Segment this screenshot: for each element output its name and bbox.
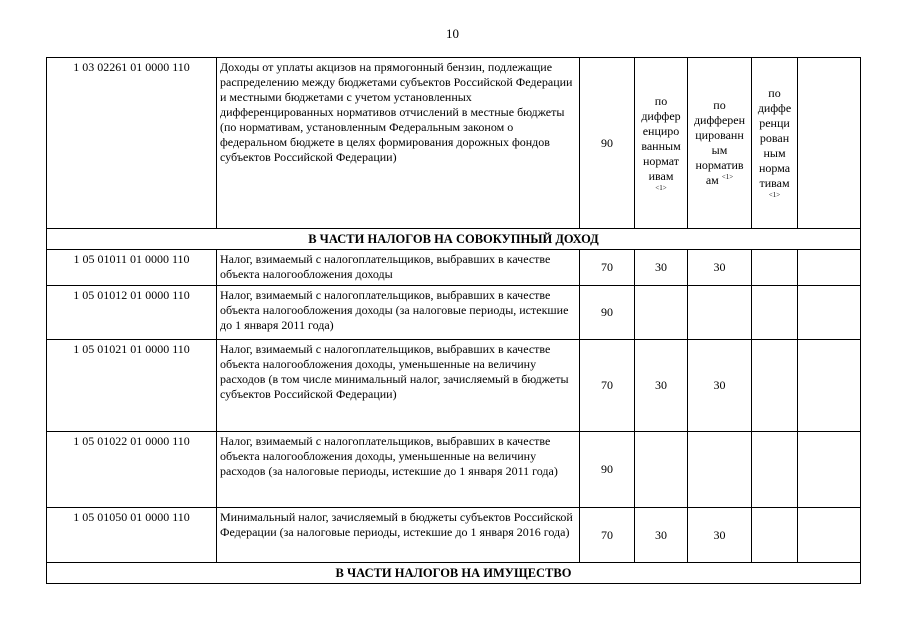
- share-cell: [752, 286, 798, 340]
- description-cell: Налог, взимаемый с налогоплательщиков, выбравших в качестве объекта налогообложения доходы, уменьшенные на величину расходов (в том числе минимальный налог, зачисляемый в бюджеты субъектов Российской Федерации): [217, 340, 580, 432]
- budget-code-cell: 1 05 01012 01 0000 110: [47, 286, 217, 340]
- regional-share-cell: 30: [635, 508, 688, 563]
- budget-code-cell: 1 05 01050 01 0000 110: [47, 508, 217, 563]
- footnote-ref: <1>: [768, 191, 781, 199]
- local-share-cell: 30: [688, 340, 752, 432]
- regional-share-cell: [635, 432, 688, 508]
- description-cell: Минимальный налог, зачисляемый в бюджеты субъектов Российской Федерации (за налоговые периоды, истекшие до 1 января 2016 года): [217, 508, 580, 563]
- table-row: [47, 508, 861, 563]
- local-share-cell: 30: [688, 508, 752, 563]
- description-cell: Налог, взимаемый с налогоплательщиков, выбравших в качестве объекта налогообложения доходы: [217, 250, 580, 286]
- footnote-ref: <1>: [721, 173, 734, 181]
- regional-share-cell: 30: [635, 250, 688, 286]
- share-cell: [752, 250, 798, 286]
- section-header-row: [47, 563, 861, 584]
- section-title: В ЧАСТИ НАЛОГОВ НА СОВОКУПНЫЙ ДОХОД: [47, 229, 861, 250]
- description-cell: Налог, взимаемый с налогоплательщиков, выбравших в качестве объекта налогообложения доходы, уменьшенные на величину расходов (за налоговые периоды, истекшие до 1 января 2011 года): [217, 432, 580, 508]
- local-share-cell: [688, 432, 752, 508]
- share-cell: [798, 250, 861, 286]
- table-row: [47, 58, 861, 229]
- table-row: [47, 250, 861, 286]
- share-cell: [798, 508, 861, 563]
- federal-share-cell: 90: [580, 286, 635, 340]
- federal-share-cell: 70: [580, 340, 635, 432]
- share-cell: [752, 508, 798, 563]
- federal-share-cell: 90: [580, 58, 635, 229]
- section-header-row: [47, 229, 861, 250]
- budget-code-cell: 1 05 01022 01 0000 110: [47, 432, 217, 508]
- footnote-ref: <1>: [655, 183, 667, 192]
- budget-code-cell: 1 03 02261 01 0000 110: [47, 58, 217, 229]
- share-cell: [798, 286, 861, 340]
- local-share-cell: [688, 286, 752, 340]
- federal-share-cell: 90: [580, 432, 635, 508]
- budget-code-cell: 1 05 01021 01 0000 110: [47, 340, 217, 432]
- description-cell: Доходы от уплаты акцизов на прямогонный бензин, подлежащие распределению между бюджетами субъектов Российской Федерации и местными бюджетами с учетом установленных дифференцированных нормативов отчислений в местные бюджеты (по нормативам, установленным Федеральным законом о федеральном бюджете в целях формирования дорожных фондов субъектов Российской Федерации): [217, 58, 580, 229]
- share-cell: [798, 340, 861, 432]
- budget-revenue-table: [46, 57, 861, 584]
- local-share-cell: 30: [688, 250, 752, 286]
- differentiated-norm-cell: по дифферен цированн ым норматив ам $^{<1>}$: [688, 58, 752, 229]
- empty-cell: [798, 58, 861, 229]
- federal-share-cell: 70: [580, 508, 635, 563]
- differentiated-norm-cell: по диффе ренци рован ным норма тивам <1>: [752, 58, 798, 229]
- table-row: [47, 286, 861, 340]
- table-row: [47, 432, 861, 508]
- budget-code-cell: 1 05 01011 01 0000 110: [47, 250, 217, 286]
- table-row: [47, 340, 861, 432]
- federal-share-cell: 70: [580, 250, 635, 286]
- share-cell: [798, 432, 861, 508]
- share-cell: [752, 340, 798, 432]
- section-title: В ЧАСТИ НАЛОГОВ НА ИМУЩЕСТВО: [47, 563, 861, 584]
- description-cell: Налог, взимаемый с налогоплательщиков, выбравших в качестве объекта налогообложения доходы (за налоговые периоды, истекшие до 1 января 2011 года): [217, 286, 580, 340]
- share-cell: [752, 432, 798, 508]
- regional-share-cell: 30: [635, 340, 688, 432]
- page-number: 10: [446, 26, 459, 41]
- regional-share-cell: [635, 286, 688, 340]
- differentiated-norm-cell: по диффер енциро ванным нормат ивам <1>: [635, 58, 688, 229]
